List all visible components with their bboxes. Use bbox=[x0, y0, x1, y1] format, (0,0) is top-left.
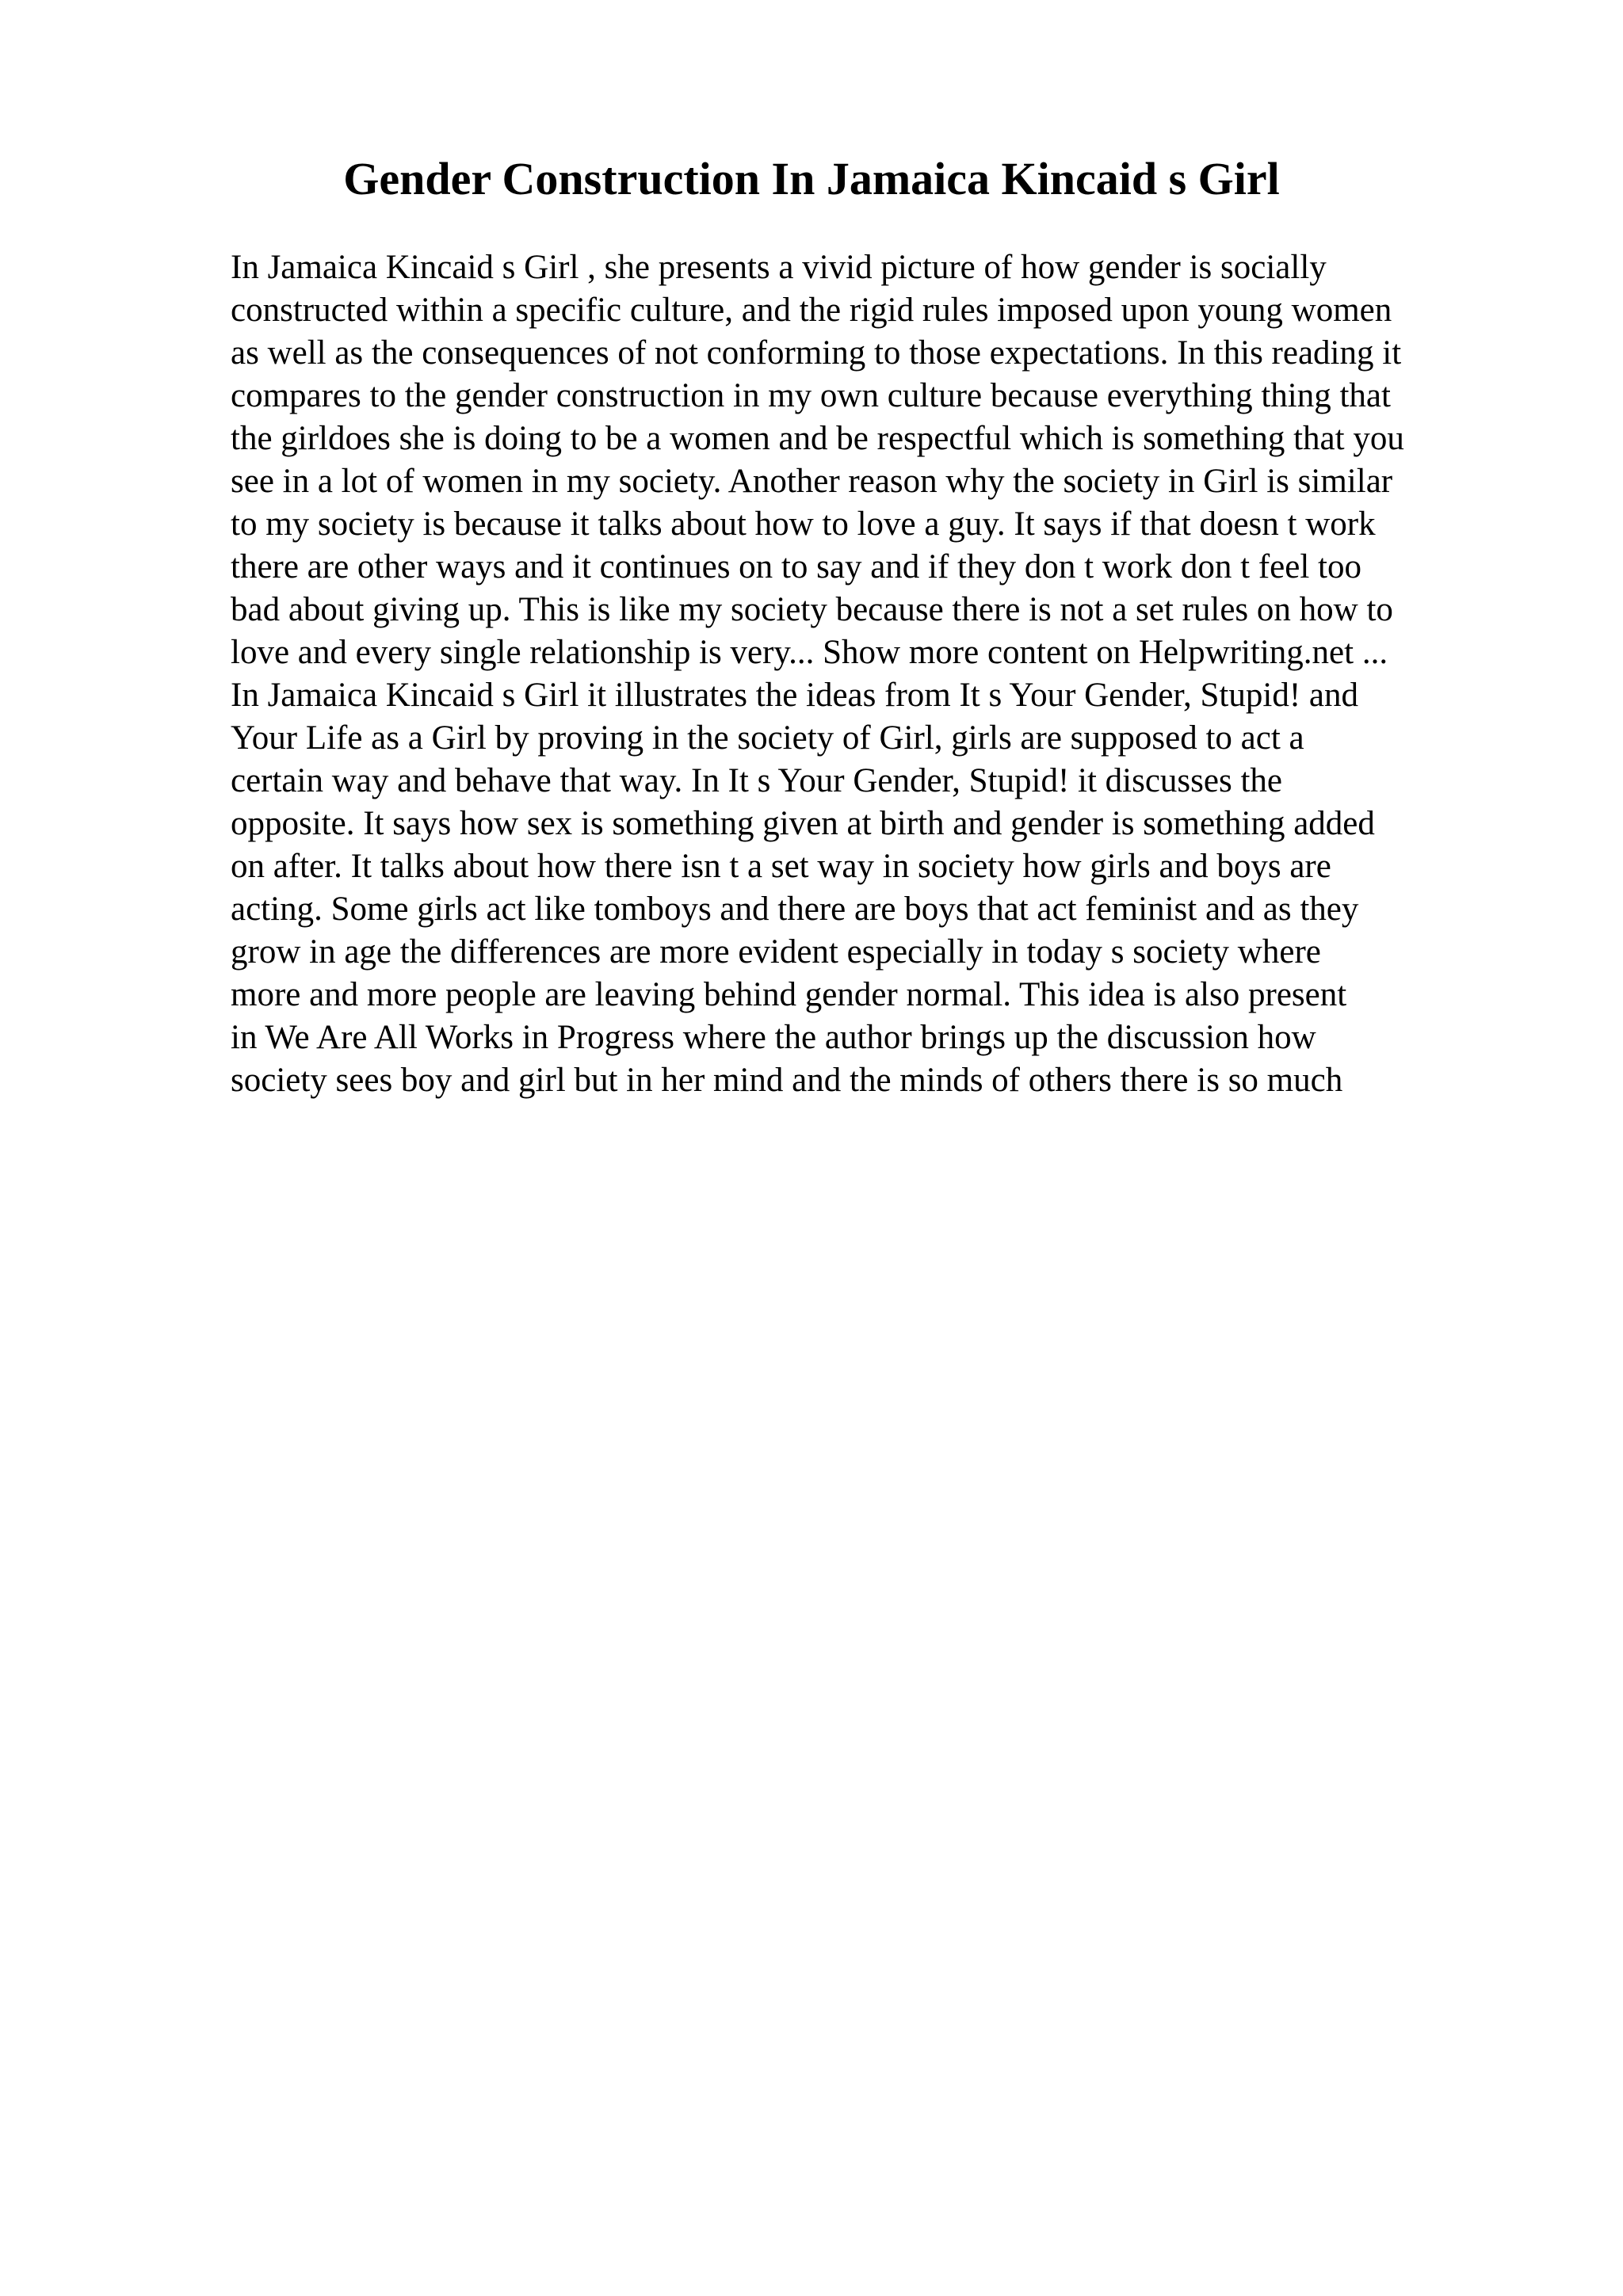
text-line: on after. It talks about how there isn t a set way in society how girls and boys are bbox=[231, 848, 1331, 885]
text-line: love and every single relationship is very... Show more content on Helpwriting.net ... bbox=[231, 634, 1388, 671]
text-line: acting. Some girls act like tomboys and there are boys that act feminist and as they bbox=[231, 891, 1359, 928]
page-title: Gender Construction In Jamaica Kincaid s Girl bbox=[343, 153, 1280, 204]
text-line: Your Life as a Girl by proving in the society of Girl, girls are supposed to act a bbox=[231, 719, 1304, 757]
text-line: certain way and behave that way. In It s Your Gender, Stupid! it discusses the bbox=[231, 762, 1282, 799]
text-line: bad about giving up. This is like my society because there is not a set rules on how to bbox=[231, 591, 1393, 628]
text-line: there are other ways and it continues on to say and if they don t work don t feel too bbox=[231, 548, 1361, 585]
text-line: opposite. It says how sex is something given at birth and gender is something added bbox=[231, 805, 1375, 842]
text-line: more and more people are leaving behind gender normal. This idea is also present bbox=[231, 976, 1347, 1013]
text-line: to my society is because it talks about how to love a guy. It says if that doesn t work bbox=[231, 505, 1376, 543]
body-text bbox=[231, 246, 1546, 1102]
text-line: grow in age the differences are more evident especially in today s society where bbox=[231, 933, 1321, 971]
text-line: the girldoes she is doing to be a women and be respectful which is something that you bbox=[231, 420, 1404, 457]
text-line: compares to the gender construction in my own culture because everything thing that bbox=[231, 377, 1391, 414]
text-line: as well as the consequences of not conforming to those expectations. In this reading it bbox=[231, 334, 1402, 372]
text-line: constructed within a specific culture, and the rigid rules imposed upon young women bbox=[231, 292, 1392, 329]
text-line: society sees boy and girl but in her mind and the minds of others there is so much bbox=[231, 1062, 1343, 1099]
text-line: In Jamaica Kincaid s Girl , she presents a vivid picture of how gender is socially bbox=[231, 249, 1327, 286]
text-line: In Jamaica Kincaid s Girl it illustrates the ideas from It s Your Gender, Stupid! and bbox=[231, 677, 1358, 714]
text-line: see in a lot of women in my society. Another reason why the society in Girl is similar bbox=[231, 463, 1393, 500]
text-line: in We Are All Works in Progress where the author brings up the discussion how bbox=[231, 1019, 1316, 1056]
